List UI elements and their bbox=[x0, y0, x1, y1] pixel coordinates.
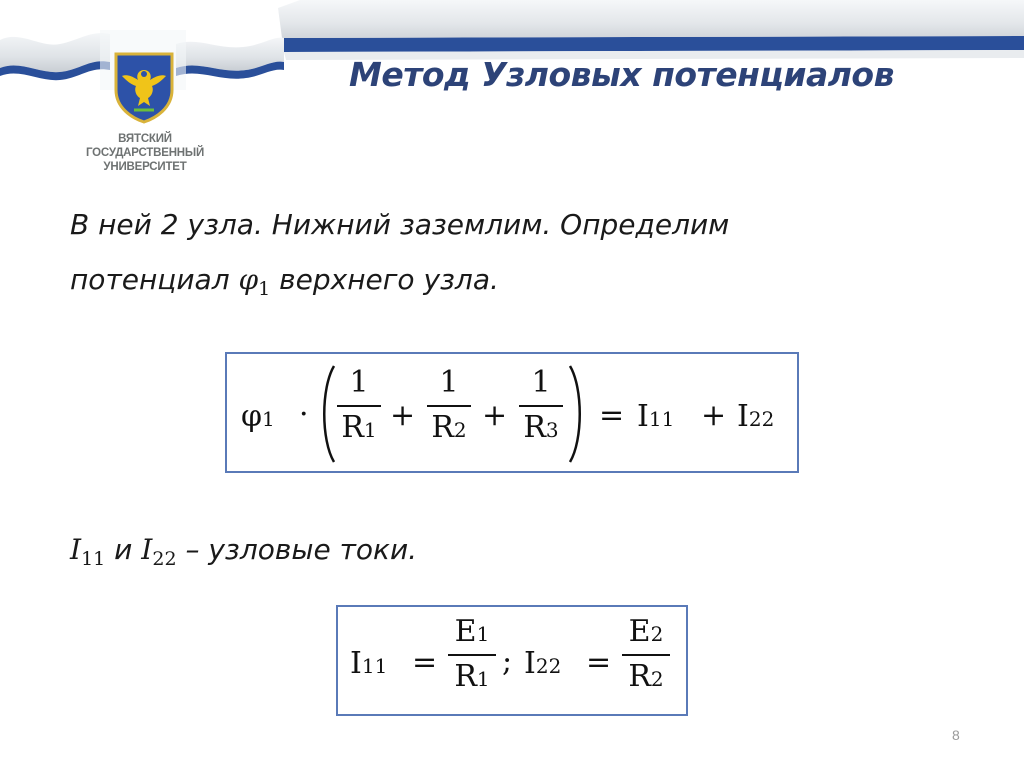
eq1-phi-symbol: φ bbox=[241, 399, 263, 434]
equation-box-node-potential bbox=[225, 352, 799, 473]
eq2-i11-letter: I bbox=[350, 646, 362, 681]
frac3-denominator bbox=[519, 410, 563, 445]
eq2-i22-letter: I bbox=[524, 646, 536, 681]
eq1-rhs-i22 bbox=[737, 399, 775, 434]
eq1-dot: · bbox=[299, 397, 309, 432]
eq1-phi bbox=[241, 399, 275, 434]
frac3-den-sub: 3 bbox=[545, 418, 559, 442]
page-number: 8 bbox=[952, 727, 960, 743]
eq2-frac2-num-sub: 2 bbox=[650, 622, 664, 646]
eq1-rhs-i22-sub: 22 bbox=[748, 407, 775, 431]
eq2-frac1-numerator bbox=[448, 614, 496, 649]
fraction-e1-over-r1 bbox=[448, 614, 496, 694]
eq2-frac1-denominator bbox=[448, 659, 496, 694]
eq2-i11 bbox=[350, 646, 388, 681]
left-paren bbox=[317, 364, 337, 464]
eq2-frac2-denominator bbox=[622, 659, 670, 694]
logo-line-1: ВЯТСКИЙ bbox=[118, 133, 172, 145]
body-text-line-3 bbox=[70, 533, 417, 570]
body-text-line-1: В ней 2 узла. Нижний заземлим. Определим bbox=[70, 208, 730, 241]
eq1-phi-sub: 1 bbox=[262, 407, 275, 431]
fraction-1-over-r3 bbox=[519, 365, 563, 445]
line3-end: – узловые токи. bbox=[176, 533, 418, 566]
line2-end: верхнего узла. bbox=[270, 263, 499, 296]
frac3-den-r: R bbox=[523, 410, 546, 445]
eq1-plus-2: + bbox=[482, 398, 508, 433]
eq2-separator: ; bbox=[502, 644, 513, 679]
eq2-frac2-num-e: E bbox=[628, 614, 651, 649]
frac3-bar bbox=[519, 405, 563, 407]
phi-subscript: 1 bbox=[258, 278, 271, 301]
eq1-equals: = bbox=[599, 398, 625, 433]
right-paren bbox=[567, 364, 587, 464]
eq2-i11-sub: 11 bbox=[361, 654, 388, 678]
eq2-frac1-den-sub: 1 bbox=[476, 667, 490, 691]
eq1-rhs-i11-sub: 11 bbox=[648, 407, 675, 431]
frac3-numerator: 1 bbox=[531, 365, 551, 400]
line3-i11-letter: I bbox=[70, 533, 82, 566]
eq2-equals-2: = bbox=[586, 645, 612, 680]
eq2-frac1-den-r: R bbox=[454, 659, 477, 694]
frac2-den-r: R bbox=[431, 410, 454, 445]
page-title: Метод Узловых потенциалов bbox=[349, 55, 894, 94]
university-logo-shield-icon bbox=[112, 50, 176, 124]
line3-mid: и bbox=[105, 533, 142, 566]
line3-i22-sub: 22 bbox=[152, 548, 177, 571]
eq2-frac1-num-sub: 1 bbox=[476, 622, 490, 646]
eq1-rhs-i11 bbox=[637, 399, 675, 434]
eq2-frac2-den-sub: 2 bbox=[650, 667, 664, 691]
frac2-denominator bbox=[427, 410, 471, 445]
frac1-den-sub: 1 bbox=[363, 418, 377, 442]
fraction-1-over-r2 bbox=[427, 365, 471, 445]
eq2-frac2-den-r: R bbox=[628, 659, 651, 694]
phi-symbol: φ bbox=[238, 263, 259, 296]
frac1-numerator: 1 bbox=[349, 365, 369, 400]
eq1-rhs-i11-letter: I bbox=[637, 399, 649, 434]
body-text-line-2 bbox=[70, 263, 499, 300]
eq2-frac1-num-e: E bbox=[454, 614, 477, 649]
frac1-bar bbox=[337, 405, 381, 407]
line3-i22-letter: I bbox=[141, 533, 153, 566]
equation-box-node-currents bbox=[336, 605, 688, 716]
frac1-denominator bbox=[337, 410, 381, 445]
line2-start: потенциал bbox=[70, 263, 239, 296]
fraction-1-over-r1 bbox=[337, 365, 381, 445]
eq2-frac1-bar bbox=[448, 654, 496, 656]
eq2-frac2-numerator bbox=[622, 614, 670, 649]
fraction-e2-over-r2 bbox=[622, 614, 670, 694]
frac2-den-sub: 2 bbox=[453, 418, 467, 442]
frac2-numerator: 1 bbox=[439, 365, 459, 400]
eq2-frac2-bar bbox=[622, 654, 670, 656]
eq2-i22 bbox=[524, 646, 562, 681]
frac1-den-r: R bbox=[341, 410, 364, 445]
eq1-rhs-i22-letter: I bbox=[737, 399, 749, 434]
logo-line-3: УНИВЕРСИТЕТ bbox=[103, 161, 187, 173]
frac2-bar bbox=[427, 405, 471, 407]
eq2-equals-1: = bbox=[412, 645, 438, 680]
logo-line-2: ГОСУДАРСТВЕННЫЙ bbox=[85, 147, 205, 159]
line3-i11-sub: 11 bbox=[81, 548, 106, 571]
eq1-plus-1: + bbox=[390, 398, 416, 433]
university-logo-text bbox=[70, 132, 220, 174]
eq2-i22-sub: 22 bbox=[535, 654, 562, 678]
eq1-rhs-plus: + bbox=[701, 398, 727, 433]
